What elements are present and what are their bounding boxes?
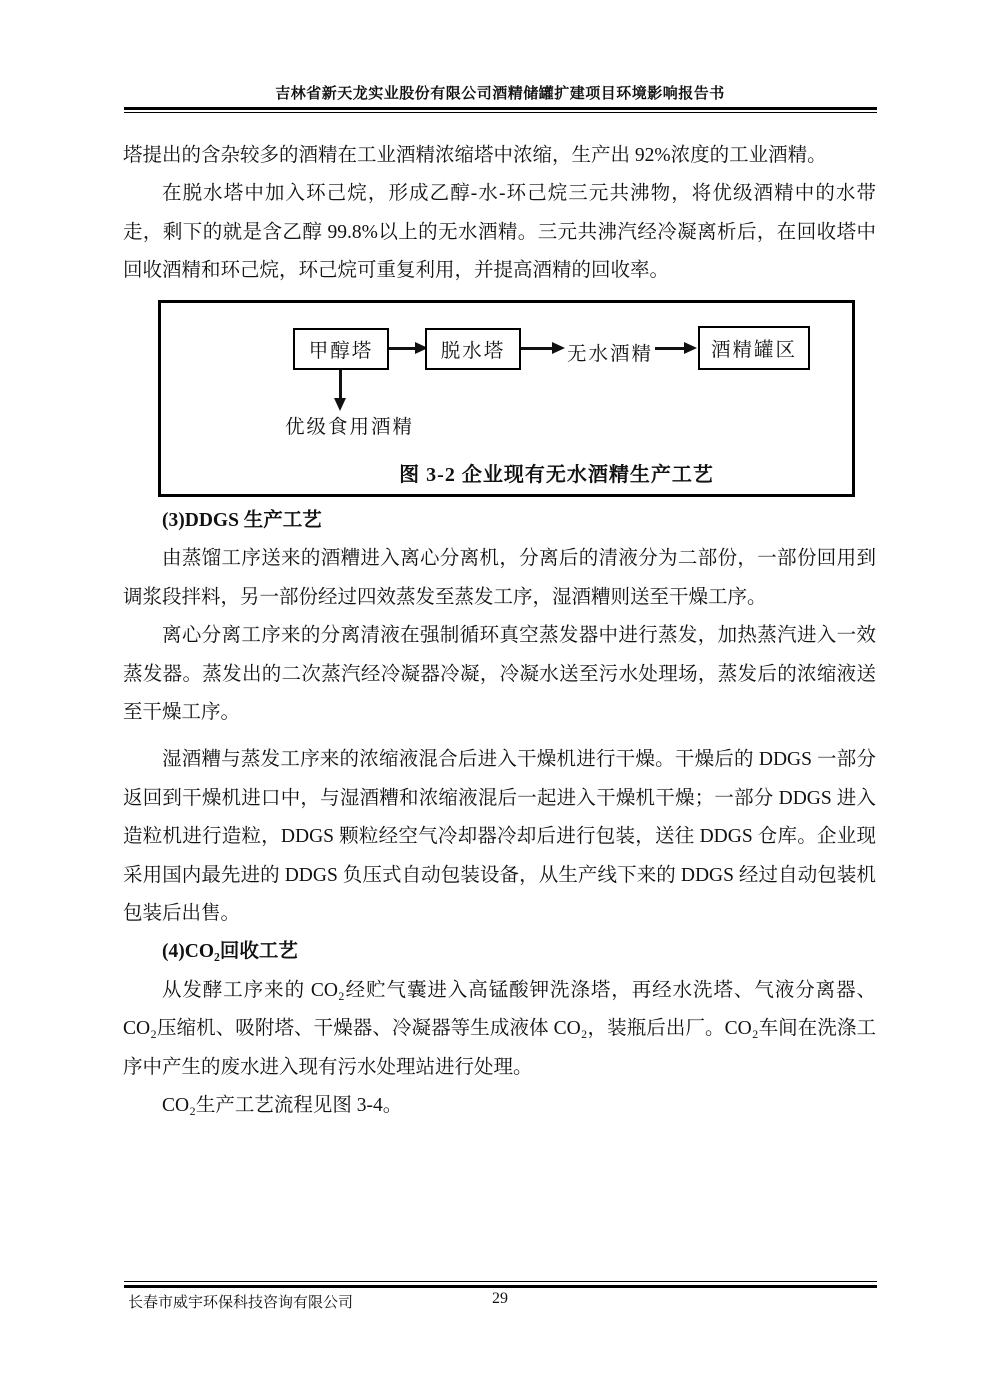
flow-arrow-right-icon — [521, 347, 552, 350]
footer-rule-thick — [124, 1285, 877, 1288]
report-header-title: 吉林省新天龙实业股份有限公司酒精储罐扩建项目环境影响报告书 — [275, 86, 725, 102]
paragraph-co2-2: CO₂生产工艺流程见图 3-4。 — [162, 1095, 403, 1117]
flow-node-alcohol-tank-area: 酒精罐区 — [698, 326, 810, 370]
flow-label-premium-edible-alcohol: 优级食用酒精 — [285, 417, 415, 438]
paragraph-continuation: 塔提出的含杂较多的酒精在工业酒精浓缩塔中浓缩，生产出 92%浓度的工业酒精。 — [123, 145, 827, 166]
figure-caption: 图 3-2 企业现有无水酒精生产工艺 — [399, 464, 714, 486]
flow-arrow-right-icon — [655, 347, 684, 350]
body-text-lower — [123, 502, 876, 1126]
flow-label-anhydrous-alcohol: 无水酒精 — [567, 344, 654, 365]
page-number: 29 — [492, 1290, 508, 1307]
paragraph-ddgs-1: 由蒸馏工序送来的酒糟进入离心分离机，分离后的清液分为二部份，一部份回用到调浆段拌料，另一部份经过四效蒸发至蒸发工序，湿酒糟则送至干燥工序。 — [123, 548, 876, 608]
flow-node-methanol-tower: 甲醇塔 — [293, 328, 389, 370]
paragraph-ddgs-3: 湿酒糟与蒸发工序来的浓缩液混合后进入干燥机进行干燥。干燥后的 DDGS 一部分返回到干燥机进口中，与湿酒糟和浓缩液混后一起进入干燥机干燥；一部分 DDGS 进入造粒机进行造粒，DDGS 颗粒经空气冷却器冷却后进行包装，送往 DDGS 仓库。企业现采用国内最先进的 DDGS 负压式自动包装设备，从生产线下来的 DDGS 经过自动包装机包装后出售。 — [123, 749, 876, 925]
paragraph-ddgs-2: 离心分离工序来的分离清液在强制循环真空蒸发器中进行蒸发，加热蒸汽进入一效蒸发器。蒸发出的二次蒸汽经冷凝器冷凝，冷凝水送至污水处理场，蒸发后的浓缩液送至干燥工序。 — [123, 625, 876, 724]
header-rule-thin — [124, 112, 877, 113]
figure-3-2-flow-diagram — [158, 300, 855, 497]
header-rule-thick — [124, 107, 877, 110]
footer-company-name: 长春市威宇环保科技咨询有限公司 — [128, 1295, 354, 1311]
paragraph-co2-1: 从发酵工序来的 CO₂经贮气囊进入高锰酸钾洗涤塔，再经水洗塔、气液分离器、CO₂压缩机、吸附塔、干燥器、冷凝器等生成液体 CO₂，装瓶后出厂。CO₂车间在洗涤工序中产生的废水进入现有污水处理站进行处理。 — [123, 979, 876, 1078]
body-text-upper — [123, 137, 876, 291]
flow-arrow-down-icon — [339, 370, 342, 398]
section-heading-ddgs: (3)DDGS 生产工艺 — [162, 510, 322, 531]
footer-rule-thin — [124, 1281, 877, 1282]
paragraph-dehydration: 在脱水塔中加入环己烷，形成乙醇-水-环己烷三元共沸物，将优级酒精中的水带走，剩下的就是含乙醇 99.8%以上的无水酒精。三元共沸汽经冷凝离析后，在回收塔中回收酒精和环己烷，环己烷可重复利用，并提高酒精的回收率。 — [123, 183, 876, 282]
flow-node-dehydration-tower: 脱水塔 — [425, 328, 521, 370]
section-heading-co2: (4)CO₂回收工艺 — [162, 941, 298, 963]
flow-arrow-right-icon — [389, 347, 415, 350]
